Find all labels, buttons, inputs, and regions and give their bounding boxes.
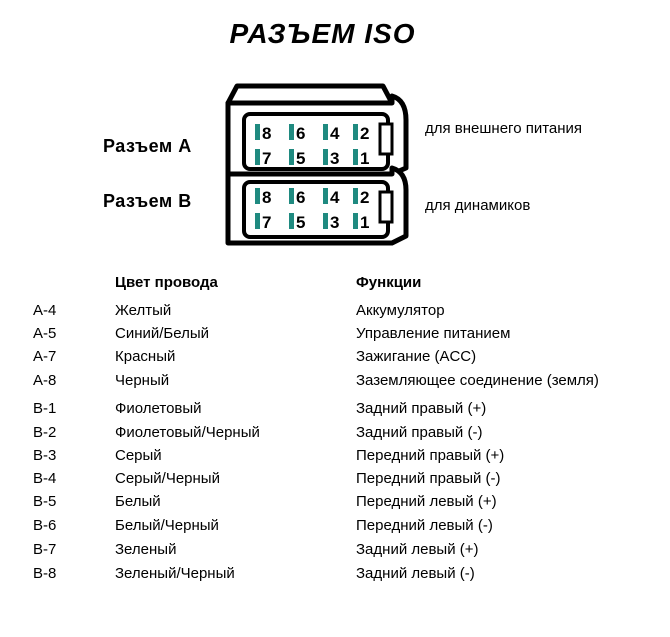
pin-function: Заземляющее соединение (земля) (356, 372, 599, 389)
pin-code: B-8 (33, 565, 57, 582)
table-row (0, 372, 670, 394)
wire-color: Красный (115, 348, 176, 365)
pin-code: B-1 (33, 400, 57, 417)
wire-color: Фиолетовый (115, 400, 202, 417)
wire-color: Желтый (115, 302, 172, 319)
wire-color: Серый/Черный (115, 470, 220, 487)
pin-function: Аккумулятор (356, 302, 445, 319)
pin-code: B-3 (33, 447, 57, 464)
pin-a-top-3-label: 4 (330, 124, 340, 143)
pin-a-top-1-label: 8 (262, 124, 272, 143)
pin-function: Управление питанием (356, 325, 511, 342)
pin-code: A-4 (33, 302, 57, 319)
table-row (0, 447, 670, 469)
pin-code: A-7 (33, 348, 57, 365)
pin-b-bottom-1-label: 7 (262, 213, 272, 232)
pin-b-bottom-2-label: 5 (296, 213, 306, 232)
wire-color: Зеленый/Черный (115, 565, 235, 582)
connector-a-label: Разъем А (103, 136, 192, 156)
pin-function: Передний правый (+) (356, 447, 505, 464)
pin-code: B-2 (33, 424, 57, 441)
pin-b-top-2-label: 6 (296, 188, 306, 207)
diagram-title: РАЗЪЕМ ISO (229, 18, 416, 49)
table-row (0, 325, 670, 347)
pin-function: Передний левый (-) (356, 517, 493, 534)
pin-function: Передний левый (+) (356, 493, 497, 510)
wire-color: Фиолетовый/Черный (115, 424, 260, 441)
table-row (0, 470, 670, 492)
header-function: Функции (356, 274, 422, 291)
pin-a-bottom-1-label: 7 (262, 149, 272, 168)
pin-function: Зажигание (ACC) (356, 348, 477, 365)
pin-code: A-8 (33, 372, 57, 389)
pin-function: Передний правый (-) (356, 470, 501, 487)
connector-b-latch (380, 192, 392, 222)
table-row (0, 302, 670, 324)
table-row (0, 348, 670, 370)
pin-code: B-4 (33, 470, 57, 487)
connector-top-ridge (228, 86, 392, 103)
wire-color: Черный (115, 372, 170, 389)
pin-code: A-5 (33, 325, 57, 342)
pin-a-bottom-3-label: 3 (330, 149, 340, 168)
table-row (0, 517, 670, 539)
wire-color: Зеленый (115, 541, 177, 558)
pin-code: B-5 (33, 493, 57, 510)
table-row (0, 493, 670, 515)
connector-b-note: для динамиков (425, 197, 531, 214)
pin-b-top-4-label: 2 (360, 188, 370, 207)
pin-function: Задний левый (-) (356, 565, 475, 582)
pin-b-bottom-3-label: 3 (330, 213, 340, 232)
table-row (0, 424, 670, 446)
connector-a-latch (380, 124, 392, 154)
wire-color: Белый (115, 493, 161, 510)
header-wire-color: Цвет провода (115, 274, 218, 291)
pin-a-top-2-label: 6 (296, 124, 306, 143)
table-row (0, 565, 670, 587)
pin-b-bottom-4-label: 1 (360, 213, 370, 232)
wire-color: Белый/Черный (115, 517, 219, 534)
connector-b-label: Разъем В (103, 191, 192, 211)
pin-code: B-7 (33, 541, 57, 558)
pin-a-bottom-2-label: 5 (296, 149, 306, 168)
table-row (0, 541, 670, 563)
pin-a-top-4-label: 2 (360, 124, 370, 143)
pin-code: B-6 (33, 517, 57, 534)
pin-a-bottom-4-label: 1 (360, 149, 370, 168)
wire-color: Синий/Белый (115, 325, 210, 342)
pin-function: Задний левый (+) (356, 541, 479, 558)
pin-function: Задний правый (-) (356, 424, 483, 441)
table-row (0, 400, 670, 422)
wire-color: Серый (115, 447, 162, 464)
connector-a-note: для внешнего питания (425, 120, 583, 137)
pin-b-top-3-label: 4 (330, 188, 340, 207)
pin-function: Задний правый (+) (356, 400, 487, 417)
pin-b-top-1-label: 8 (262, 188, 272, 207)
